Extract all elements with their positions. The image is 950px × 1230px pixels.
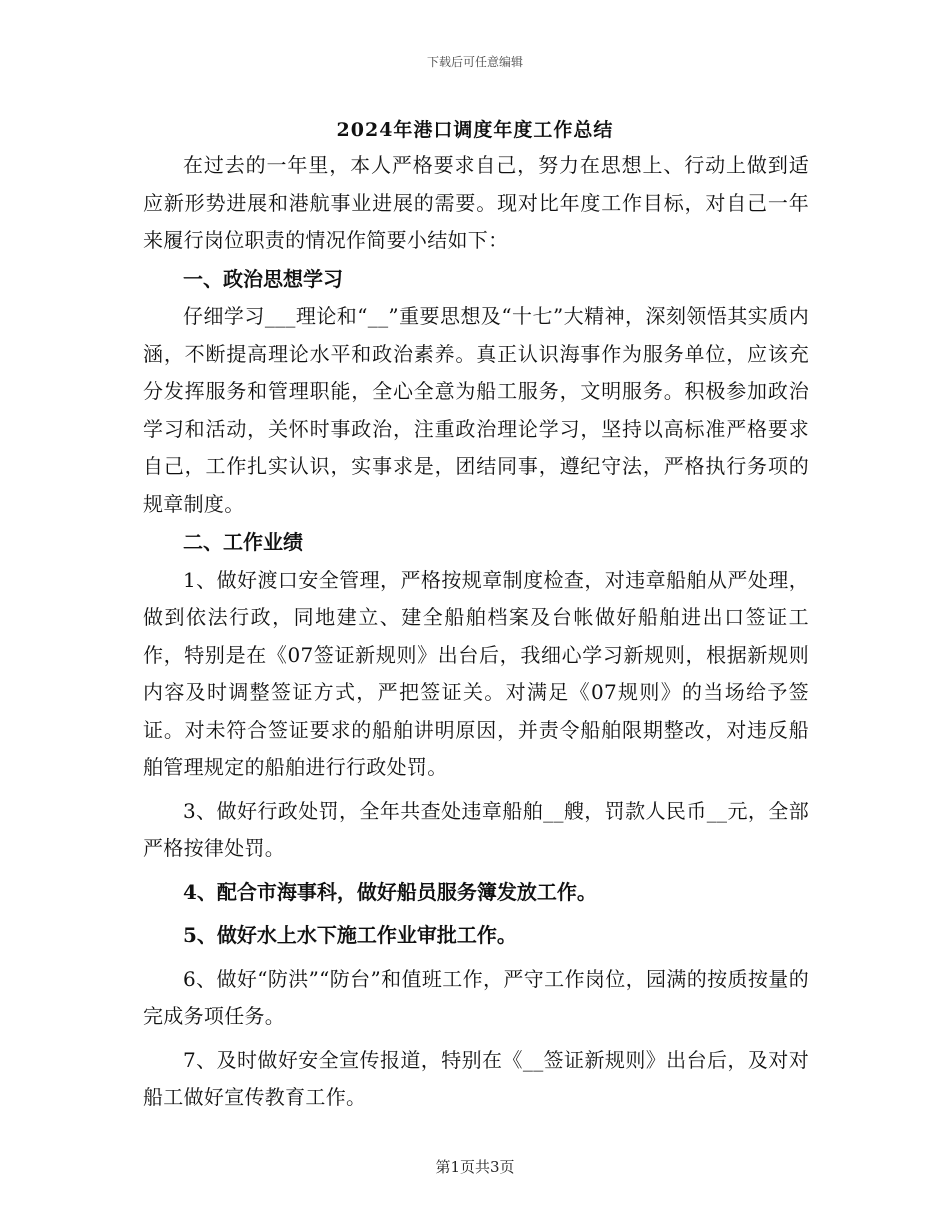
achievement-item-5: 5、做好水上水下施工作业审批工作。: [183, 923, 517, 947]
achievement-item-4: 4、配合市海事科，做好船员服务簿发放工作。: [183, 879, 597, 904]
section-heading-politics: 一、政治思想学习: [183, 266, 343, 291]
section-heading-achievements: 二、工作业绩: [183, 530, 303, 554]
achievement-item-7: 7、及时做好安全宣传报道，特别在《__签证新规则》出台后，及对对船工做好宣传教育工作。: [143, 1047, 809, 1109]
achievement-item-1: 1、做好渡口安全管理，严格按规章制度检查，对违章船舶从严处理，做到依法行政，同地建立、建全船舶档案及台帐做好船舶进出口签证工作，特别是在《07签证新规则》出台后，我细心学习新规则，根据新规则内容及时调整签证方式，严把签证关。对满足《07规则》的当场给予签证。对未符合签证要求的船舶讲明原因，并责令船舶限期整改，对违反船舶管理规定的船舶进行行政处罚。: [143, 567, 809, 779]
document-title: 2024年港口调度年度工作总结: [336, 119, 614, 141]
achievement-item-6: 6、做好“防洪”“防台”和值班工作，严守工作岗位，园满的按质按量的完成务项任务。: [143, 966, 809, 1028]
politics-paragraph: 仔细学习___理论和“__”重要思想及“十七”大精神，深刻领悟其实质内涵，不断提高理论水平和政治素养。真正认识海事作为服务单位，应该充分发挥服务和管理职能，全心全意为船工服务，文明服务。积极参加政治学习和活动，关怀时事政治，注重政治理论学习，坚持以高标准严格要求自己，工作扎实认识，实事求是，团结同事，遵纪守法，严格执行务项的规章制度。: [143, 304, 809, 516]
intro-paragraph: 在过去的一年里，本人严格要求自己，努力在思想上、行动上做到适应新形势进展和港航事业进展的需要。现对比年度工作目标，对自己一年来履行岗位职责的情况作简要小结如下：: [143, 153, 809, 252]
document-body: [143, 147, 809, 1117]
page-number-footer: 第1页共3页: [435, 1158, 515, 1176]
achievement-item-3: 3、做好行政处罚，全年共查处违章船舶__艘，罚款人民币__元，全部严格按律处罚。: [143, 798, 809, 860]
header-note: 下载后可任意编辑: [426, 55, 523, 69]
